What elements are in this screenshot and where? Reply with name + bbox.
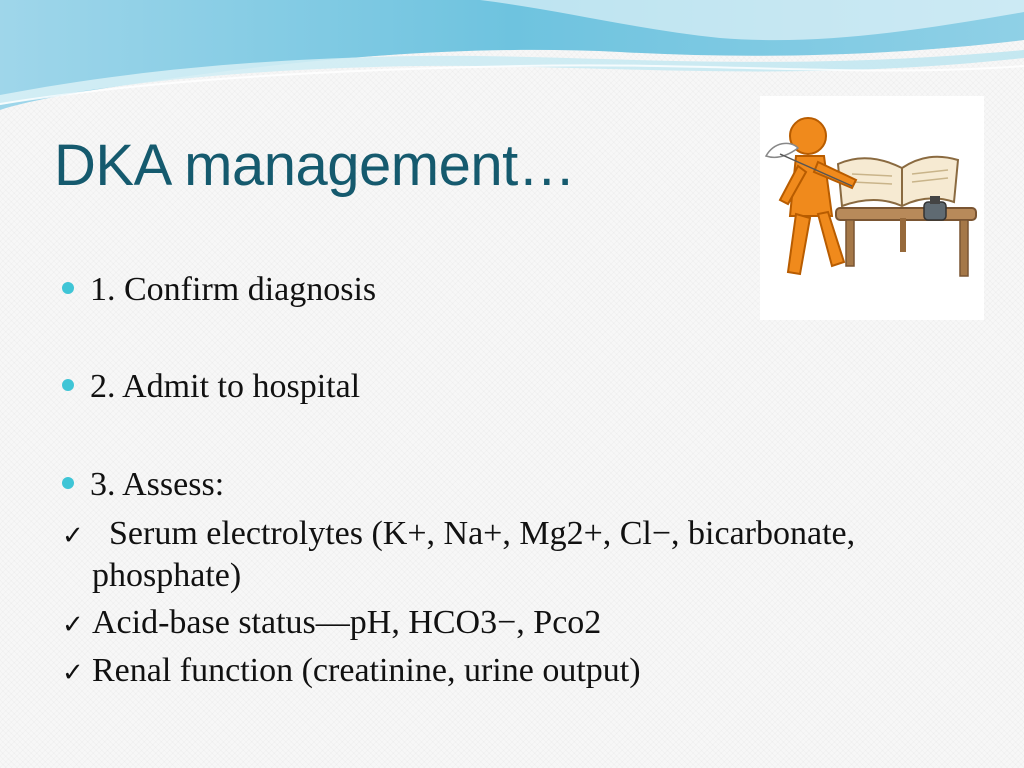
check-item-acid-base (62, 603, 601, 645)
check-item-serum-electrolytes (62, 514, 855, 556)
bullet-item-confirm-diagnosis (62, 270, 376, 310)
bullet-dot-icon (62, 379, 74, 391)
bullet-dot-icon (62, 477, 74, 489)
bullet-text: 1. Confirm diagnosis (90, 271, 377, 308)
check-item-text: Serum electrolytes (K+, Na+, Mg2+, Cl−, bicarbonate, (92, 515, 856, 552)
check-item-text: Renal function (creatinine, urine output) (92, 652, 641, 689)
bullet-text: 2. Admit to hospital (90, 368, 361, 405)
bullet-item-admit-hospital (62, 367, 360, 407)
check-item-continuation: phosphate) (92, 557, 242, 594)
bullet-dot-icon (62, 282, 74, 294)
person-writing-clipart (760, 96, 984, 320)
person-writing-illustration (760, 96, 984, 320)
check-mark-icon: ✓ (62, 610, 84, 640)
check-mark-icon: ✓ (62, 521, 84, 551)
slide-title: DKA management… (54, 133, 576, 198)
check-item-text: Acid-base status—pH, HCO3−, Pco2 (92, 604, 602, 641)
bullet-text: 3. Assess: (90, 466, 225, 503)
check-mark-icon: ✓ (62, 658, 84, 688)
check-item-renal-function (62, 651, 641, 693)
bullet-item-assess (62, 465, 224, 505)
